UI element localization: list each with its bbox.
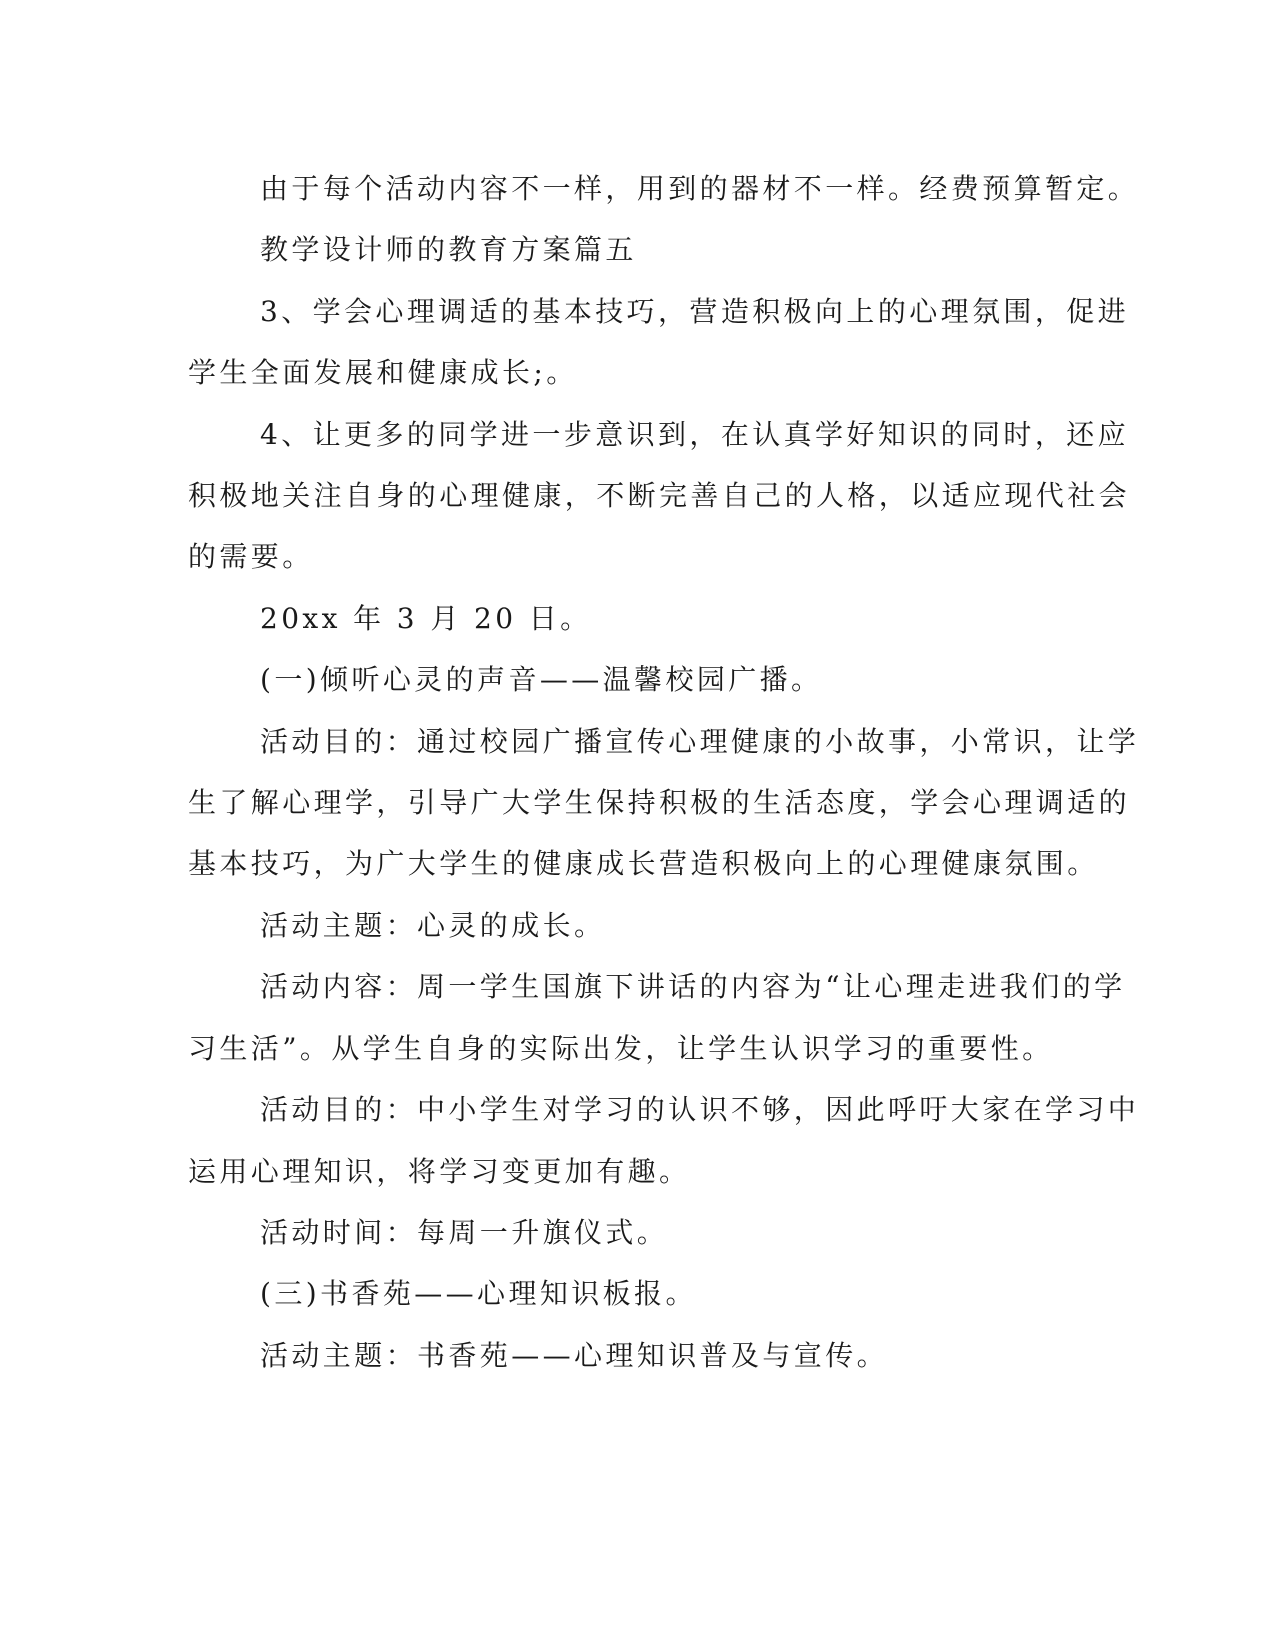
text-line: 积极地关注自身的心理健康，不断完善自己的人格，以适应现代社会: [188, 479, 1131, 513]
text-line: 学生全面发展和健康成长;。: [188, 356, 578, 390]
paragraph-goal-3: [188, 281, 1130, 404]
text-line: 活动主题：心灵的成长。: [260, 908, 606, 942]
text-line: 习生活”。从学生自身的实际出发，让学生认识学习的重要性。: [188, 1031, 1054, 1065]
text-line: 活动时间：每周一升旗仪式。: [260, 1215, 669, 1249]
paragraph-date: [188, 588, 1068, 649]
paragraph-activity-3-title: [188, 1263, 1068, 1324]
text-line: 的需要。: [188, 540, 314, 574]
text-line: 4、让更多的同学进一步意识到，在认真学好知识的同时，还应: [260, 417, 1130, 451]
paragraph-activity-1-title: [188, 649, 1068, 710]
paragraph-activity-3-theme: [188, 1325, 1068, 1386]
text-line: 运用心理知识，将学习变更加有趣。: [188, 1154, 691, 1188]
paragraph-goal-4: [188, 404, 1131, 588]
text-line: 由于每个活动内容不一样，用到的器材不一样。经费预算暂定。: [260, 172, 1140, 205]
text-line: (三)书香苑——心理知识板报。: [260, 1277, 697, 1311]
text-line: 生了解心理学，引导广大学生保持积极的生活态度，学会心理调适的: [188, 786, 1131, 820]
text-line: 20xx 年 3 月 20 日。: [260, 601, 592, 635]
section-heading: [188, 219, 1068, 280]
text-line: 基本技巧，为广大学生的健康成长营造积极向上的心理健康氛围。: [188, 847, 1099, 881]
text-line: 活动目的：中小学生对学习的认识不够，因此呼吁大家在学习中: [260, 1093, 1140, 1127]
paragraph-activity-time: [188, 1202, 1068, 1263]
paragraph-activity-1-purpose: [188, 711, 1140, 895]
paragraph-activity-2-purpose: [188, 1079, 1140, 1202]
text-line: 活动目的：通过校园广播宣传心理健康的小故事，小常识，让学: [260, 724, 1140, 758]
text-line: 教学设计师的教育方案篇五: [260, 233, 637, 267]
paragraph-activity-1-theme: [188, 895, 1068, 956]
paragraph-activity-content: [188, 956, 1126, 1079]
text-line: 活动主题：书香苑——心理知识普及与宣传。: [260, 1338, 889, 1372]
document-body: [188, 158, 1140, 1386]
paragraph-budget: [188, 158, 1140, 219]
text-line: 活动内容：周一学生国旗下讲话的内容为“让心理走进我们的学: [260, 970, 1126, 1004]
text-line: (一)倾听心灵的声音——温馨校园广播。: [260, 663, 823, 697]
text-line: 3、学会心理调适的基本技巧，营造积极向上的心理氛围，促进: [260, 294, 1130, 328]
